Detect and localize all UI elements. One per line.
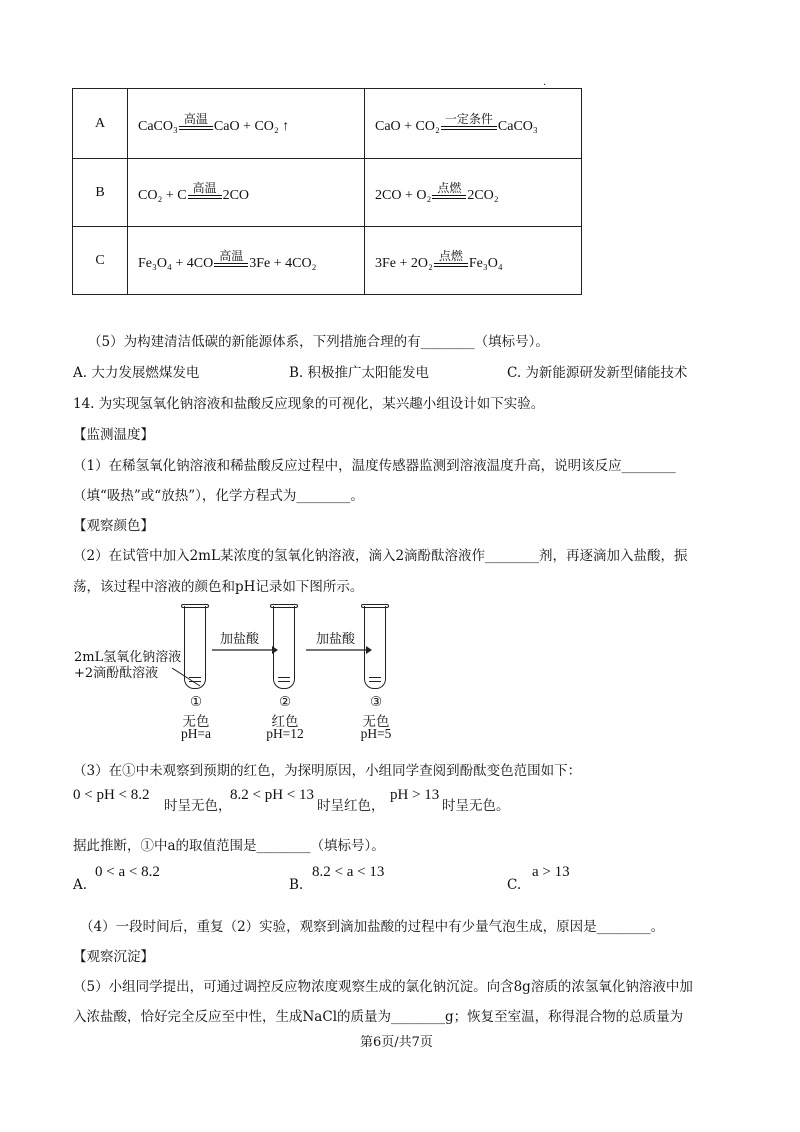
q14-option-c: a > 13 [532,864,570,880]
row-a-combination-products: CaCO₃ [497,118,538,134]
row-label: C [73,227,128,295]
row-a-decomposition-products: CaO + CO₂ ↑ [213,118,290,134]
q14-part1-line1: （1）在稀氢氧化钠溶液和稀盐酸反应过程中，温度传感器监测到溶液温度升高，说明该反应________ [73,458,676,474]
row-c-combination-condition: 点燃 [438,248,463,263]
row-b-combination-equation [365,159,582,227]
row-b-decomposition-condition-arrow [188,182,222,204]
q14-option-c-label: C. [507,877,522,893]
tube-3-color: 无色 [362,714,390,730]
row-a-decomposition-condition-arrow [179,113,213,135]
row-b-decomposition-reactants: CO₂ + C [138,187,187,203]
row-a-decomposition-equation [128,89,365,159]
q14-part3-line1: （3）在①中未观察到预期的红色，为探明原因，小组同学查阅到酚酞变色范围如下： [73,763,582,779]
tube-3-ph: pH=5 [360,726,392,741]
row-c-decomposition-products: 3Fe + 4CO₂ [249,255,317,271]
range-red: 8.2 < pH < 13 [230,787,315,803]
row-b-combination-condition-arrow [432,182,466,204]
row-c-combination-condition-arrow [434,250,468,272]
q14-option-b: 8.2 < a < 13 [312,864,385,880]
section-observe-color: 【观察颜色】 [73,518,154,534]
row-b-decomposition-condition: 高温 [192,180,217,195]
corner-mark: . [543,77,547,88]
test-tube-1 [184,606,206,689]
row-b-decomposition-equation [128,159,365,227]
row-c-decomposition-condition: 高温 [219,248,244,263]
tube-2-number: ② [278,694,292,710]
q14-option-a-label: A. [73,877,88,893]
tube-2-color: 红色 [271,714,299,730]
q14-part5-line2: 入浓盐酸，恰好完全反应至中性，生成NaCl的质量为________g；恢复至室温，称得混合物的总质量为 [73,1009,684,1025]
range-colorless-high-text: 时呈无色。 [442,798,510,814]
q14-part3-line2: 据此推断，①中a的取值范围是________（填标号）。 [73,838,385,854]
row-c-combination-equation [365,227,582,295]
test-tube-3 [364,606,386,689]
arrow-2 [306,645,372,655]
section-observe-precipitate: 【观察沉淀】 [73,949,154,965]
tube-1-liquid [185,672,205,688]
q14-option-a: 0 < a < 8.2 [95,864,160,880]
reaction-row [73,227,582,295]
range-red-text: 时呈红色， [317,798,385,814]
range-colorless-low: 0 < pH < 8.2 [73,787,150,803]
tube-1-ph: pH=a [180,726,212,741]
section-monitor-temperature: 【监测温度】 [73,427,154,443]
row-b-combination-products: 2CO₂ [467,187,499,203]
tube-2-ph: pH=12 [266,726,304,741]
row-c-decomposition-reactants: Fe₃O₄ + 4CO [138,255,214,271]
reaction-row [73,159,582,227]
reaction-row [73,89,582,159]
q14-stem: 14. 为实现氢氧化钠溶液和盐酸反应现象的可视化，某兴趣小组设计如下实验。 [73,396,545,412]
test-tube-figure [72,598,412,758]
q14-part2-line1: （2）在试管中加入2mL某浓度的氢氧化钠溶液，滴入2滴酚酞溶液作________剂，再逐滴加入盐酸，振 [73,548,688,564]
figure-side-label-2: +2滴酚酞溶液 [74,666,159,681]
row-c-combination-reactants: 3Fe + 2O₂ [375,255,433,271]
row-c-decomposition-equation [128,227,365,295]
q13-option-b: B. 积极推广太阳能发电 [289,365,430,381]
q14-part1-line2: （填“吸热”或“放热”），化学方程式为________。 [73,488,364,504]
arrow-1 [212,645,278,655]
arrow-label-1: 加盐酸 [220,632,260,647]
page-footer: 第6页/共7页 [360,1035,433,1050]
row-b-combination-condition: 点燃 [437,180,462,195]
tube-2-liquid [274,672,294,688]
figure-side-label-1: 2mL氢氧化钠溶液 [74,650,182,665]
row-a-combination-condition-arrow [441,113,497,135]
range-colorless-low-text: 时呈无色， [164,798,232,814]
tube-1-number: ① [189,694,203,710]
test-tube-2 [273,606,295,689]
q14-part5-line1: （5）小组同学提出，可通过调控反应物浓度观察生成的氯化钠沉淀。向含8g溶质的浓氢氧化钠溶液中加 [73,979,693,995]
q14-part2-line2: 荡，该过程中溶液的颜色和pH记录如下图所示。 [73,579,364,595]
row-c-combination-products: Fe₃O₄ [468,255,503,271]
row-c-decomposition-condition-arrow [214,250,248,272]
row-a-combination-equation [365,89,582,159]
q14-option-b-label: B. [289,877,304,893]
q13-part5-stem: （5）为构建清洁低碳的新能源体系，下列措施合理的有________（填标号）。 [88,334,549,350]
tube-3-number: ③ [369,694,383,710]
arrow-label-2: 加盐酸 [316,632,356,647]
row-a-combination-condition: 一定条件 [444,111,493,126]
reaction-table [72,88,582,295]
row-a-combination-reactants: CaO + CO₂ [375,118,440,134]
row-label: A [73,89,128,159]
row-label: B [73,159,128,227]
range-colorless-high: pH > 13 [390,787,440,803]
q14-part4: （4）一段时间后，重复（2）实验，观察到滴加盐酸的过程中有少量气泡生成，原因是________。 [80,919,665,935]
tube-3-liquid [365,672,385,688]
q13-option-c: C. 为新能源研发新型储能技术 [507,365,688,381]
tube-1-color: 无色 [182,714,210,730]
row-a-decomposition-reactants: CaCO₃ [138,118,178,134]
row-b-decomposition-products: 2CO [222,187,250,203]
row-b-combination-reactants: 2CO + O₂ [375,187,432,203]
row-a-decomposition-condition: 高温 [183,111,208,126]
q13-option-a: A. 大力发展燃煤发电 [73,365,200,381]
